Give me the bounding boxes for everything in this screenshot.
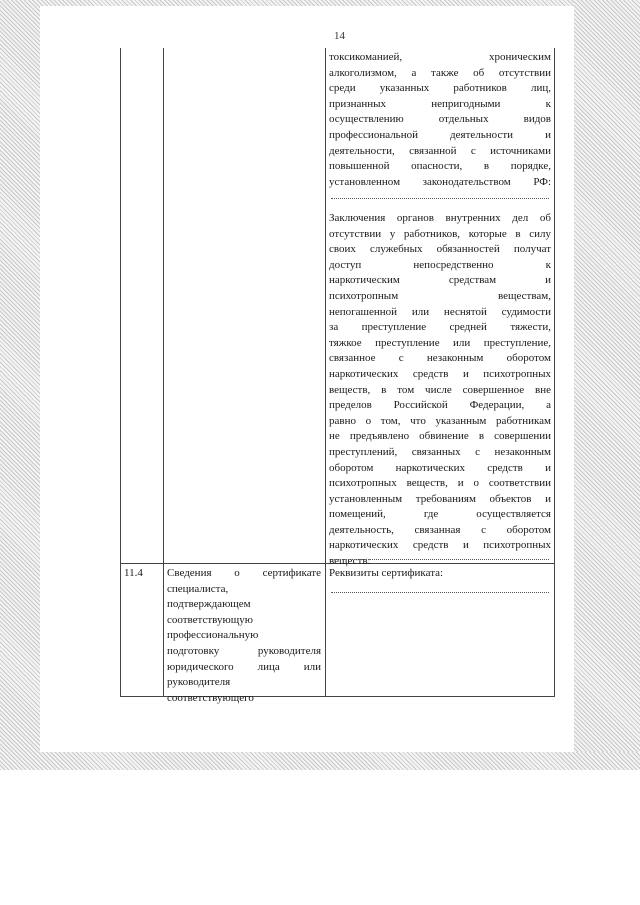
row-label xyxy=(167,566,321,706)
text-line: токсикоманией, хроническим xyxy=(329,51,551,63)
text-line: преступлений, связанных с незаконным xyxy=(329,445,551,458)
text-line: равно о том, что указанным работникам xyxy=(329,414,551,427)
scan-border-left xyxy=(0,0,40,770)
text-line: Заключения органов внутренних дел об xyxy=(329,212,551,224)
text-line: оборотом наркотических средств и xyxy=(329,461,551,474)
text-line: связанное с незаконным оборотом xyxy=(329,352,551,365)
continued-cell-paragraph-1 xyxy=(329,50,551,190)
text-line: соответствующего xyxy=(167,691,254,704)
row-number: 11.4 xyxy=(124,567,143,579)
text-line: профессиональной деятельности и xyxy=(329,128,551,141)
text-line: Сведения о сертификате xyxy=(167,567,321,579)
scan-border-right xyxy=(574,0,640,770)
text-line: установленном законодательством РФ: xyxy=(329,175,551,188)
text-line: юридического лица или xyxy=(167,660,321,673)
table-border-right xyxy=(554,48,555,697)
text-line: не предъявлено обвинение в совершении xyxy=(329,430,551,443)
column-divider-number xyxy=(163,48,164,697)
form-table xyxy=(120,48,555,704)
text-line: наркотических средств и психотропных xyxy=(329,367,551,380)
text-line: непогашенной или неснятой судимости xyxy=(329,305,551,318)
text-line: подготовку руководителя xyxy=(167,644,321,657)
text-line: руководителя xyxy=(167,676,231,689)
column-divider-label xyxy=(325,48,326,697)
text-line: деятельность, связанная с оборотом xyxy=(329,523,551,536)
fill-in-line-1 xyxy=(331,198,549,199)
text-line: среди указанных работников лиц, xyxy=(329,82,551,95)
text-line: своих служебных обязанностей получат xyxy=(329,243,551,256)
text-line: подтверждающем xyxy=(167,598,251,611)
continued-cell-paragraph-2 xyxy=(329,211,551,570)
page-number: 14 xyxy=(334,30,345,42)
text-line: признанных непригодными к xyxy=(329,97,551,110)
text-line: тяжкое преступление или преступление, xyxy=(329,336,551,349)
text-line: алкоголизмом, а также об отсутствии xyxy=(329,66,551,79)
text-line: веществ: xyxy=(329,555,371,568)
fill-in-line-2 xyxy=(331,559,549,560)
text-line: деятельности, связанной с источниками xyxy=(329,144,551,157)
text-line: отсутствии у работников, которые в силу xyxy=(329,227,551,240)
text-line: веществ, в том числе совершенное вне xyxy=(329,383,551,396)
certificate-requisites-label: Реквизиты сертификата: xyxy=(329,567,444,579)
text-line: психотропным веществам, xyxy=(329,289,551,302)
text-line: помещений, где осуществляется xyxy=(329,508,551,521)
text-line: наркотическим средствам и xyxy=(329,274,551,287)
text-line: за преступление средней тяжести, xyxy=(329,321,551,334)
text-line: соответствующую xyxy=(167,613,253,626)
text-line: наркотических средств и психотропных xyxy=(329,539,551,552)
text-line: пределов Российской Федерации, а xyxy=(329,399,551,412)
text-line: установленным требованиям объектов и xyxy=(329,492,551,505)
text-line: психотропных веществ, и о соответствии xyxy=(329,477,551,490)
text-line: профессиональную xyxy=(167,629,259,642)
text-line: повышенной опасности, в порядке, xyxy=(329,160,551,173)
text-line: осуществлению отдельных видов xyxy=(329,113,551,126)
text-line: доступ непосредственно к xyxy=(329,258,551,271)
text-line: специалиста, xyxy=(167,582,229,595)
certificate-requisites-field[interactable] xyxy=(331,592,549,593)
scan-border-bottom xyxy=(0,752,640,770)
table-border-left xyxy=(120,48,121,697)
